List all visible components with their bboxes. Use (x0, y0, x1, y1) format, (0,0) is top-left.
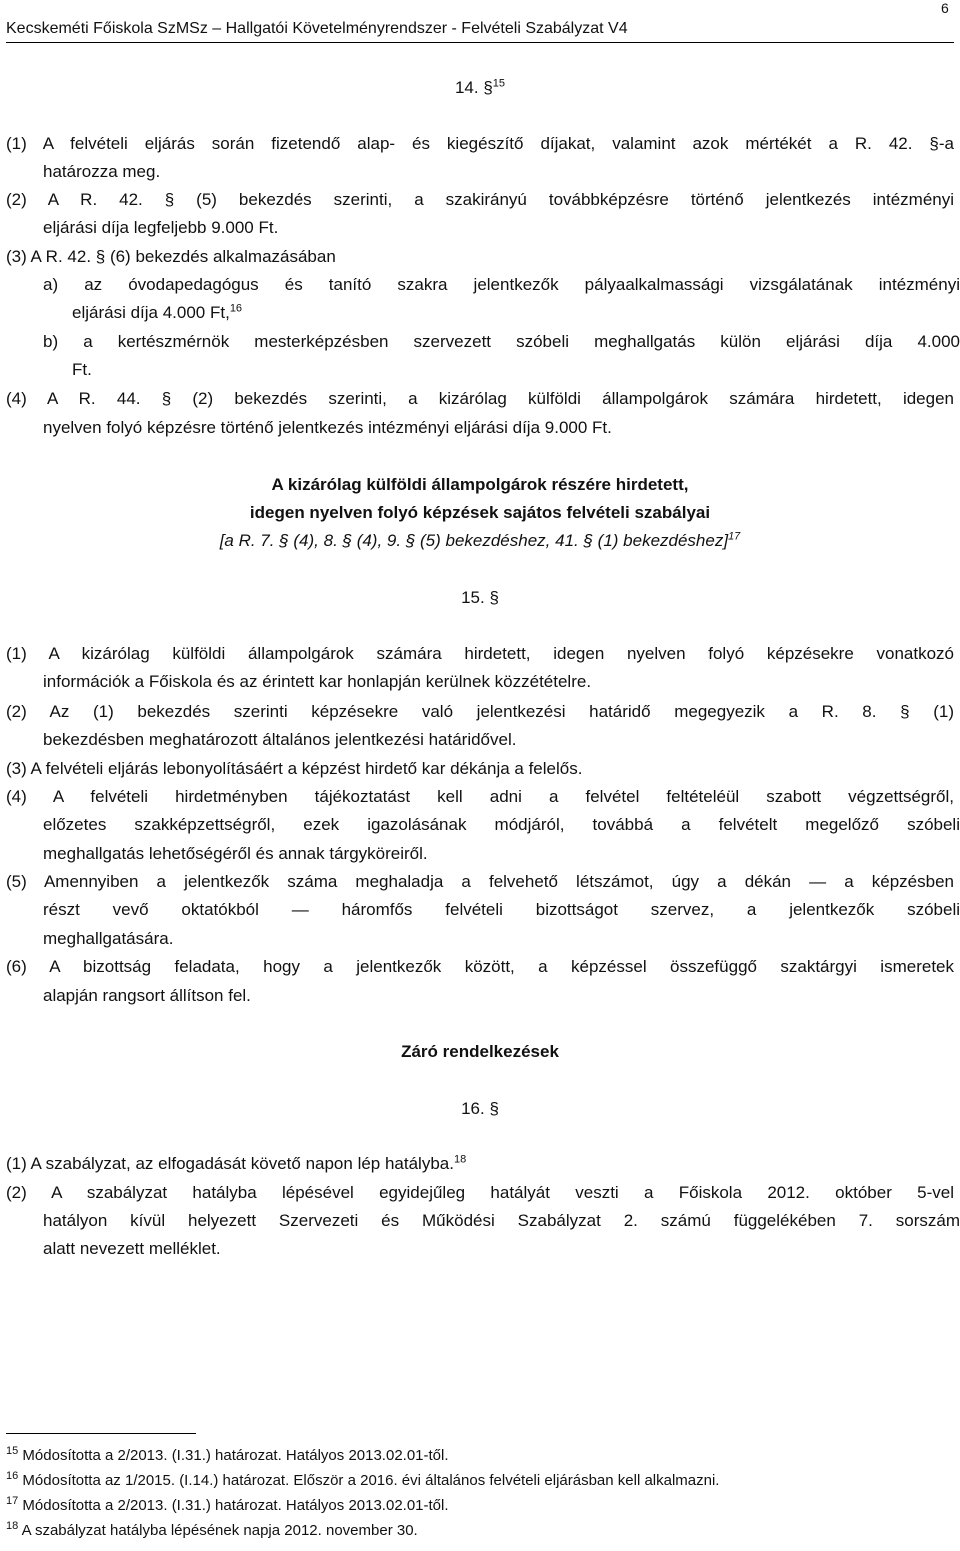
s14-p3b: b) a kertészmérnök mesterképzésben szervezett szóbeli meghallgatás külön eljárási díja 4.000 (43, 332, 960, 351)
s14-p4-cont: nyelven folyó képzésre történő jelentkezés intézményi eljárási díja 9.000 Ft. (43, 418, 612, 437)
s16-p2: (2) A szabályzat hatályba lépésével egyidejűleg hatályát veszti a Főiskola 2012. október 5-vel (6, 1183, 954, 1202)
section-14-heading: 14. §$^{15}$ (454, 77, 506, 97)
s14-p2-cont: eljárási díja legfeljebb 9.000 Ft. (43, 218, 279, 237)
s14-p1-cont: határozza meg. (43, 162, 161, 181)
s15-p4-cont2: meghallgatás lehetőségéről és annak tárgyköreiről. (43, 844, 428, 863)
page-number: 6 (941, 0, 949, 16)
closing-provisions-title: Záró rendelkezések (401, 1042, 559, 1061)
s15-p2: (2) Az (1) bekezdés szerinti képzésekre való jelentkezési határidő megegyezik a R. 8. § (1) (6, 702, 954, 721)
s14-p1: (1) A felvételi eljárás során fizetendő alap- és kiegészítő díjakat, valamint azok mértékét a R. 42. §-a (6, 134, 954, 153)
s14-p3b-cont: Ft. (72, 360, 92, 379)
s16-p2-cont1: hatályon kívül helyezett Szervezeti és Működési Szabályzat 2. számú függelékében 7. sorszám (43, 1211, 960, 1230)
footnote-rule (6, 1433, 196, 1434)
s15-p6: (6) A bizottság feladata, hogy a jelentkezők között, a képzéssel összefüggő szaktárgyi ismeretek (6, 957, 954, 976)
s15-p1: (1) A kizárólag külföldi állampolgárok számára hirdetett, idegen nyelven folyó képzésekre vonatkozó (6, 644, 954, 663)
s15-p4-cont1: előzetes szakképzettségről, ezek igazolásának módjáról, továbbá a felvételt megelőző szóbeli (43, 815, 960, 834)
s15-p5-cont1: részt vevő oktatókból — háromfős felvételi bizottságot szervez, a jelentkezők szóbeli (43, 900, 960, 919)
s15-p5-cont2: meghallgatására. (43, 929, 174, 948)
foreign-rules-title-2: idegen nyelven folyó képzések sajátos felvételi szabályai (249, 503, 711, 522)
foreign-rules-title-1: A kizárólag külföldi állampolgárok részére hirdetett, (271, 475, 689, 494)
s14-p3: (3) A R. 42. § (6) bekezdés alkalmazásában (6, 247, 336, 266)
header-rule (6, 42, 954, 43)
s15-p4: (4) A felvételi hirdetményben tájékoztatást kell adni a felvétel feltételéül szabott végzettségről, (6, 787, 954, 806)
s15-p6-cont: alapján rangsort állítson fel. (43, 986, 251, 1005)
s15-p1-cont: információk a Főiskola és az érintett kar honlapján kerülnek közzétételre. (43, 672, 592, 691)
footnote-15: $^{15}$ Módosította a 2/2013. (I.31.) határozat. Hatályos 2013.02.01-től. (6, 1445, 449, 1464)
running-header: Kecskeméti Főiskola SzMSz – Hallgatói Követelményrendszer - Felvételi Szabályzat V4 (6, 20, 628, 37)
section-15-heading: 15. § (461, 588, 499, 607)
s14-p3a: a) az óvodapedagógus és tanító szakra jelentkezők pályaalkalmassági vizsgálatának intézményi (43, 275, 960, 294)
s15-p5: (5) Amennyiben a jelentkezők száma meghaladja a felvehető létszámot, úgy a dékán — a képzésben (6, 872, 954, 891)
s15-p2-cont: bekezdésben meghatározott általános jelentkezési határidővel. (43, 730, 517, 749)
footnote-17: $^{17}$ Módosította a 2/2013. (I.31.) határozat. Hatályos 2013.02.01-től. (6, 1495, 449, 1514)
s15-p3: (3) A felvételi eljárás lebonyolításáért a képzést hirdető kar dékánja a felelős. (6, 759, 583, 778)
s14-p2: (2) A R. 42. § (5) bekezdés szerinti, a szakirányú továbbképzésre történő jelentkezés intézményi (6, 190, 954, 209)
footnote-18: $^{18}$ A szabályzat hatályba lépésének napja 2012. november 30. (6, 1520, 418, 1539)
foreign-rules-reference: [a R. 7. § (4), 8. § (4), 9. § (5) bekezdéshez, 41. § (1) bekezdéshez]$^{17}$ (219, 530, 741, 550)
s14-p3a-cont: eljárási díja 4.000 Ft,$^{16}$ (72, 302, 243, 322)
footnote-16: $^{16}$ Módosította az 1/2015. (I.14.) határozat. Először a 2016. évi általános felvételi eljárásban kell alkalmazni. (6, 1470, 720, 1489)
s14-p4: (4) A R. 44. § (2) bekezdés szerinti, a kizárólag külföldi állampolgárok számára hirdetett, idegen (6, 389, 954, 408)
s16-p1: (1) A szabályzat, az elfogadását követő napon lép hatályba.$^{18}$ (6, 1153, 467, 1173)
s16-p2-cont2: alatt nevezett melléklet. (43, 1239, 221, 1258)
section-16-heading: 16. § (461, 1099, 499, 1118)
